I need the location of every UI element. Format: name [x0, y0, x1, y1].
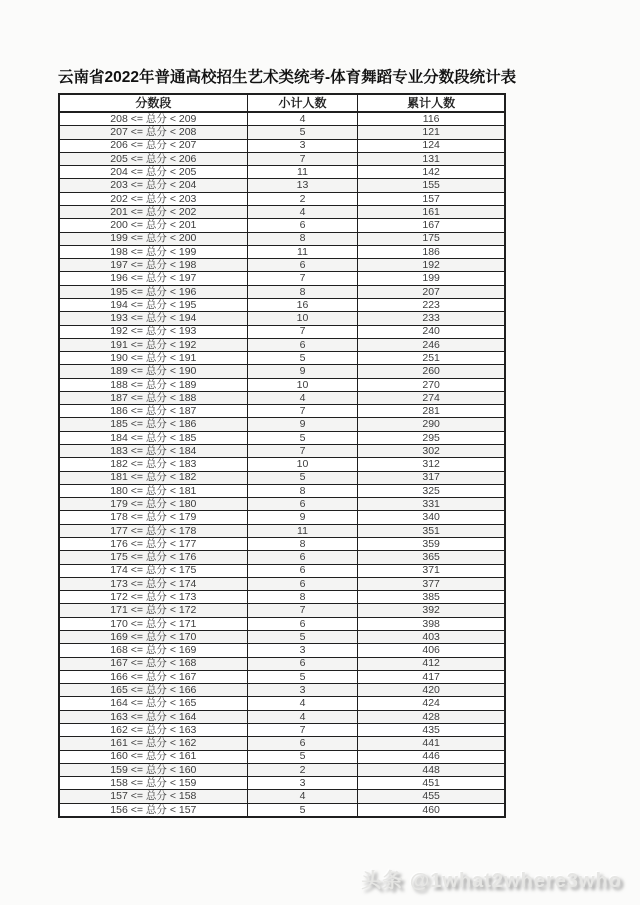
table-row — [59, 458, 505, 471]
table-row — [59, 219, 505, 232]
subtotal-cell: 4 — [247, 112, 358, 126]
table-row — [59, 790, 505, 803]
table-row — [59, 139, 505, 152]
cumulative-cell: 406 — [358, 644, 505, 657]
cumulative-cell: 317 — [358, 471, 505, 484]
score-range-cell: 203 <= 总分 < 204 — [59, 179, 247, 192]
subtotal-cell: 6 — [247, 564, 358, 577]
table-row — [59, 152, 505, 165]
score-range-cell: 166 <= 总分 < 167 — [59, 670, 247, 683]
score-range-cell: 199 <= 总分 < 200 — [59, 232, 247, 245]
table-row — [59, 777, 505, 790]
score-range-cell: 178 <= 总分 < 179 — [59, 511, 247, 524]
subtotal-cell: 4 — [247, 697, 358, 710]
subtotal-cell: 10 — [247, 458, 358, 471]
table-row — [59, 604, 505, 617]
cumulative-cell: 398 — [358, 617, 505, 630]
table-row — [59, 285, 505, 298]
table-row — [59, 591, 505, 604]
subtotal-cell: 7 — [247, 272, 358, 285]
score-range-cell: 163 <= 总分 < 164 — [59, 710, 247, 723]
score-range-cell: 201 <= 总分 < 202 — [59, 205, 247, 218]
cumulative-cell: 420 — [358, 684, 505, 697]
score-range-cell: 189 <= 总分 < 190 — [59, 365, 247, 378]
table-row — [59, 205, 505, 218]
score-range-cell: 185 <= 总分 < 186 — [59, 418, 247, 431]
subtotal-cell: 5 — [247, 126, 358, 139]
cumulative-cell: 371 — [358, 564, 505, 577]
subtotal-cell: 6 — [247, 617, 358, 630]
cumulative-cell: 233 — [358, 312, 505, 325]
table-row — [59, 391, 505, 404]
subtotal-cell: 10 — [247, 312, 358, 325]
score-range-cell: 169 <= 总分 < 170 — [59, 630, 247, 643]
score-range-cell: 192 <= 总分 < 193 — [59, 325, 247, 338]
table-row — [59, 763, 505, 776]
cumulative-cell: 312 — [358, 458, 505, 471]
subtotal-cell: 8 — [247, 285, 358, 298]
cumulative-cell: 302 — [358, 445, 505, 458]
score-range-cell: 171 <= 总分 < 172 — [59, 604, 247, 617]
cumulative-cell: 207 — [358, 285, 505, 298]
cumulative-cell: 260 — [358, 365, 505, 378]
subtotal-cell: 9 — [247, 365, 358, 378]
cumulative-cell: 157 — [358, 192, 505, 205]
score-range-cell: 167 <= 总分 < 168 — [59, 657, 247, 670]
cumulative-cell: 116 — [358, 112, 505, 126]
subtotal-cell: 11 — [247, 524, 358, 537]
cumulative-cell: 199 — [358, 272, 505, 285]
subtotal-cell: 5 — [247, 670, 358, 683]
cumulative-cell: 246 — [358, 338, 505, 351]
table-header-row — [59, 94, 505, 112]
table-row — [59, 272, 505, 285]
cumulative-cell: 460 — [358, 803, 505, 817]
subtotal-cell: 7 — [247, 604, 358, 617]
table-row — [59, 498, 505, 511]
table-row — [59, 418, 505, 431]
cumulative-cell: 417 — [358, 670, 505, 683]
cumulative-cell: 428 — [358, 710, 505, 723]
subtotal-cell: 11 — [247, 245, 358, 258]
score-table — [58, 93, 506, 818]
table-row — [59, 577, 505, 590]
table-row — [59, 192, 505, 205]
cumulative-cell: 403 — [358, 630, 505, 643]
table-row — [59, 471, 505, 484]
table-row — [59, 325, 505, 338]
subtotal-cell: 8 — [247, 484, 358, 497]
cumulative-cell: 448 — [358, 763, 505, 776]
cumulative-cell: 446 — [358, 750, 505, 763]
subtotal-cell: 9 — [247, 511, 358, 524]
table-row — [59, 112, 505, 126]
subtotal-cell: 4 — [247, 391, 358, 404]
cumulative-cell: 251 — [358, 352, 505, 365]
subtotal-cell: 6 — [247, 219, 358, 232]
subtotal-cell: 8 — [247, 232, 358, 245]
score-range-cell: 186 <= 总分 < 187 — [59, 405, 247, 418]
column-header: 小计人数 — [247, 94, 358, 112]
subtotal-cell: 16 — [247, 298, 358, 311]
table-row — [59, 564, 505, 577]
column-header: 分数段 — [59, 94, 247, 112]
cumulative-cell: 441 — [358, 737, 505, 750]
table-row — [59, 803, 505, 817]
table-row — [59, 179, 505, 192]
score-range-cell: 207 <= 总分 < 208 — [59, 126, 247, 139]
cumulative-cell: 340 — [358, 511, 505, 524]
cumulative-cell: 412 — [358, 657, 505, 670]
subtotal-cell: 6 — [247, 737, 358, 750]
subtotal-cell: 3 — [247, 777, 358, 790]
score-range-cell: 206 <= 总分 < 207 — [59, 139, 247, 152]
cumulative-cell: 270 — [358, 378, 505, 391]
subtotal-cell: 6 — [247, 657, 358, 670]
cumulative-cell: 455 — [358, 790, 505, 803]
subtotal-cell: 6 — [247, 577, 358, 590]
score-range-cell: 165 <= 总分 < 166 — [59, 684, 247, 697]
cumulative-cell: 359 — [358, 538, 505, 551]
cumulative-cell: 240 — [358, 325, 505, 338]
score-range-cell: 197 <= 总分 < 198 — [59, 259, 247, 272]
score-range-cell: 181 <= 总分 < 182 — [59, 471, 247, 484]
subtotal-cell: 4 — [247, 710, 358, 723]
subtotal-cell: 7 — [247, 445, 358, 458]
score-range-cell: 173 <= 总分 < 174 — [59, 577, 247, 590]
subtotal-cell: 7 — [247, 325, 358, 338]
subtotal-cell: 7 — [247, 405, 358, 418]
table-row — [59, 670, 505, 683]
score-range-cell: 172 <= 总分 < 173 — [59, 591, 247, 604]
table-row — [59, 737, 505, 750]
table-row — [59, 697, 505, 710]
cumulative-cell: 142 — [358, 166, 505, 179]
cumulative-cell: 331 — [358, 498, 505, 511]
score-range-cell: 188 <= 总分 < 189 — [59, 378, 247, 391]
score-range-cell: 205 <= 总分 < 206 — [59, 152, 247, 165]
subtotal-cell: 5 — [247, 803, 358, 817]
subtotal-cell: 3 — [247, 139, 358, 152]
cumulative-cell: 290 — [358, 418, 505, 431]
score-range-cell: 190 <= 总分 < 191 — [59, 352, 247, 365]
table-row — [59, 352, 505, 365]
page-title: 云南省2022年普通高校招生艺术类统考-体育舞蹈专业分数段统计表 — [58, 69, 517, 86]
score-range-cell: 168 <= 总分 < 169 — [59, 644, 247, 657]
score-range-cell: 196 <= 总分 < 197 — [59, 272, 247, 285]
subtotal-cell: 5 — [247, 630, 358, 643]
cumulative-cell: 281 — [358, 405, 505, 418]
score-range-cell: 159 <= 总分 < 160 — [59, 763, 247, 776]
subtotal-cell: 4 — [247, 205, 358, 218]
subtotal-cell: 8 — [247, 591, 358, 604]
subtotal-cell: 6 — [247, 338, 358, 351]
table-row — [59, 551, 505, 564]
table-row — [59, 511, 505, 524]
subtotal-cell: 6 — [247, 259, 358, 272]
score-range-cell: 160 <= 总分 < 161 — [59, 750, 247, 763]
score-range-cell: 187 <= 总分 < 188 — [59, 391, 247, 404]
table-row — [59, 484, 505, 497]
score-range-cell: 174 <= 总分 < 175 — [59, 564, 247, 577]
subtotal-cell: 9 — [247, 418, 358, 431]
table-row — [59, 126, 505, 139]
subtotal-cell: 2 — [247, 192, 358, 205]
cumulative-cell: 295 — [358, 431, 505, 444]
table-row — [59, 259, 505, 272]
column-header: 累计人数 — [358, 94, 505, 112]
cumulative-cell: 124 — [358, 139, 505, 152]
cumulative-cell: 121 — [358, 126, 505, 139]
cumulative-cell: 274 — [358, 391, 505, 404]
score-range-cell: 200 <= 总分 < 201 — [59, 219, 247, 232]
subtotal-cell: 4 — [247, 790, 358, 803]
score-range-cell: 176 <= 总分 < 177 — [59, 538, 247, 551]
cumulative-cell: 223 — [358, 298, 505, 311]
table-row — [59, 365, 505, 378]
subtotal-cell: 3 — [247, 684, 358, 697]
cumulative-cell: 186 — [358, 245, 505, 258]
table-row — [59, 644, 505, 657]
score-range-cell: 198 <= 总分 < 199 — [59, 245, 247, 258]
cumulative-cell: 192 — [358, 259, 505, 272]
table-row — [59, 312, 505, 325]
score-range-cell: 170 <= 总分 < 171 — [59, 617, 247, 630]
cumulative-cell: 175 — [358, 232, 505, 245]
score-range-cell: 194 <= 总分 < 195 — [59, 298, 247, 311]
score-range-cell: 162 <= 总分 < 163 — [59, 723, 247, 736]
table-row — [59, 684, 505, 697]
score-range-cell: 191 <= 总分 < 192 — [59, 338, 247, 351]
score-range-cell: 177 <= 总分 < 178 — [59, 524, 247, 537]
subtotal-cell: 5 — [247, 352, 358, 365]
table-row — [59, 723, 505, 736]
watermark-text: 头条 @1what2where3who — [361, 870, 622, 892]
score-range-cell: 179 <= 总分 < 180 — [59, 498, 247, 511]
score-range-cell: 158 <= 总分 < 159 — [59, 777, 247, 790]
score-range-cell: 164 <= 总分 < 165 — [59, 697, 247, 710]
table-row — [59, 405, 505, 418]
table-row — [59, 524, 505, 537]
cumulative-cell: 365 — [358, 551, 505, 564]
subtotal-cell: 2 — [247, 763, 358, 776]
subtotal-cell: 8 — [247, 538, 358, 551]
table-row — [59, 750, 505, 763]
table-row — [59, 431, 505, 444]
table-row — [59, 166, 505, 179]
cumulative-cell: 167 — [358, 219, 505, 232]
score-range-cell: 202 <= 总分 < 203 — [59, 192, 247, 205]
table-row — [59, 657, 505, 670]
score-range-cell: 204 <= 总分 < 205 — [59, 166, 247, 179]
score-range-cell: 157 <= 总分 < 158 — [59, 790, 247, 803]
score-range-cell: 180 <= 总分 < 181 — [59, 484, 247, 497]
score-range-cell: 161 <= 总分 < 162 — [59, 737, 247, 750]
score-range-cell: 156 <= 总分 < 157 — [59, 803, 247, 817]
subtotal-cell: 10 — [247, 378, 358, 391]
subtotal-cell: 6 — [247, 551, 358, 564]
table-row — [59, 538, 505, 551]
cumulative-cell: 377 — [358, 577, 505, 590]
cumulative-cell: 131 — [358, 152, 505, 165]
score-range-cell: 175 <= 总分 < 176 — [59, 551, 247, 564]
score-range-cell: 182 <= 总分 < 183 — [59, 458, 247, 471]
cumulative-cell: 325 — [358, 484, 505, 497]
subtotal-cell: 5 — [247, 431, 358, 444]
cumulative-cell: 451 — [358, 777, 505, 790]
score-range-cell: 183 <= 总分 < 184 — [59, 445, 247, 458]
table-row — [59, 338, 505, 351]
table-row — [59, 617, 505, 630]
table-row — [59, 630, 505, 643]
cumulative-cell: 435 — [358, 723, 505, 736]
cumulative-cell: 392 — [358, 604, 505, 617]
subtotal-cell: 6 — [247, 498, 358, 511]
table-row — [59, 378, 505, 391]
subtotal-cell: 5 — [247, 471, 358, 484]
subtotal-cell: 7 — [247, 152, 358, 165]
cumulative-cell: 424 — [358, 697, 505, 710]
table-row — [59, 710, 505, 723]
score-range-cell: 193 <= 总分 < 194 — [59, 312, 247, 325]
subtotal-cell: 3 — [247, 644, 358, 657]
cumulative-cell: 155 — [358, 179, 505, 192]
subtotal-cell: 5 — [247, 750, 358, 763]
cumulative-cell: 161 — [358, 205, 505, 218]
subtotal-cell: 11 — [247, 166, 358, 179]
table-row — [59, 445, 505, 458]
subtotal-cell: 7 — [247, 723, 358, 736]
cumulative-cell: 351 — [358, 524, 505, 537]
table-row — [59, 298, 505, 311]
score-range-cell: 195 <= 总分 < 196 — [59, 285, 247, 298]
table-row — [59, 245, 505, 258]
score-range-cell: 208 <= 总分 < 209 — [59, 112, 247, 126]
score-range-cell: 184 <= 总分 < 185 — [59, 431, 247, 444]
cumulative-cell: 385 — [358, 591, 505, 604]
table-row — [59, 232, 505, 245]
subtotal-cell: 13 — [247, 179, 358, 192]
